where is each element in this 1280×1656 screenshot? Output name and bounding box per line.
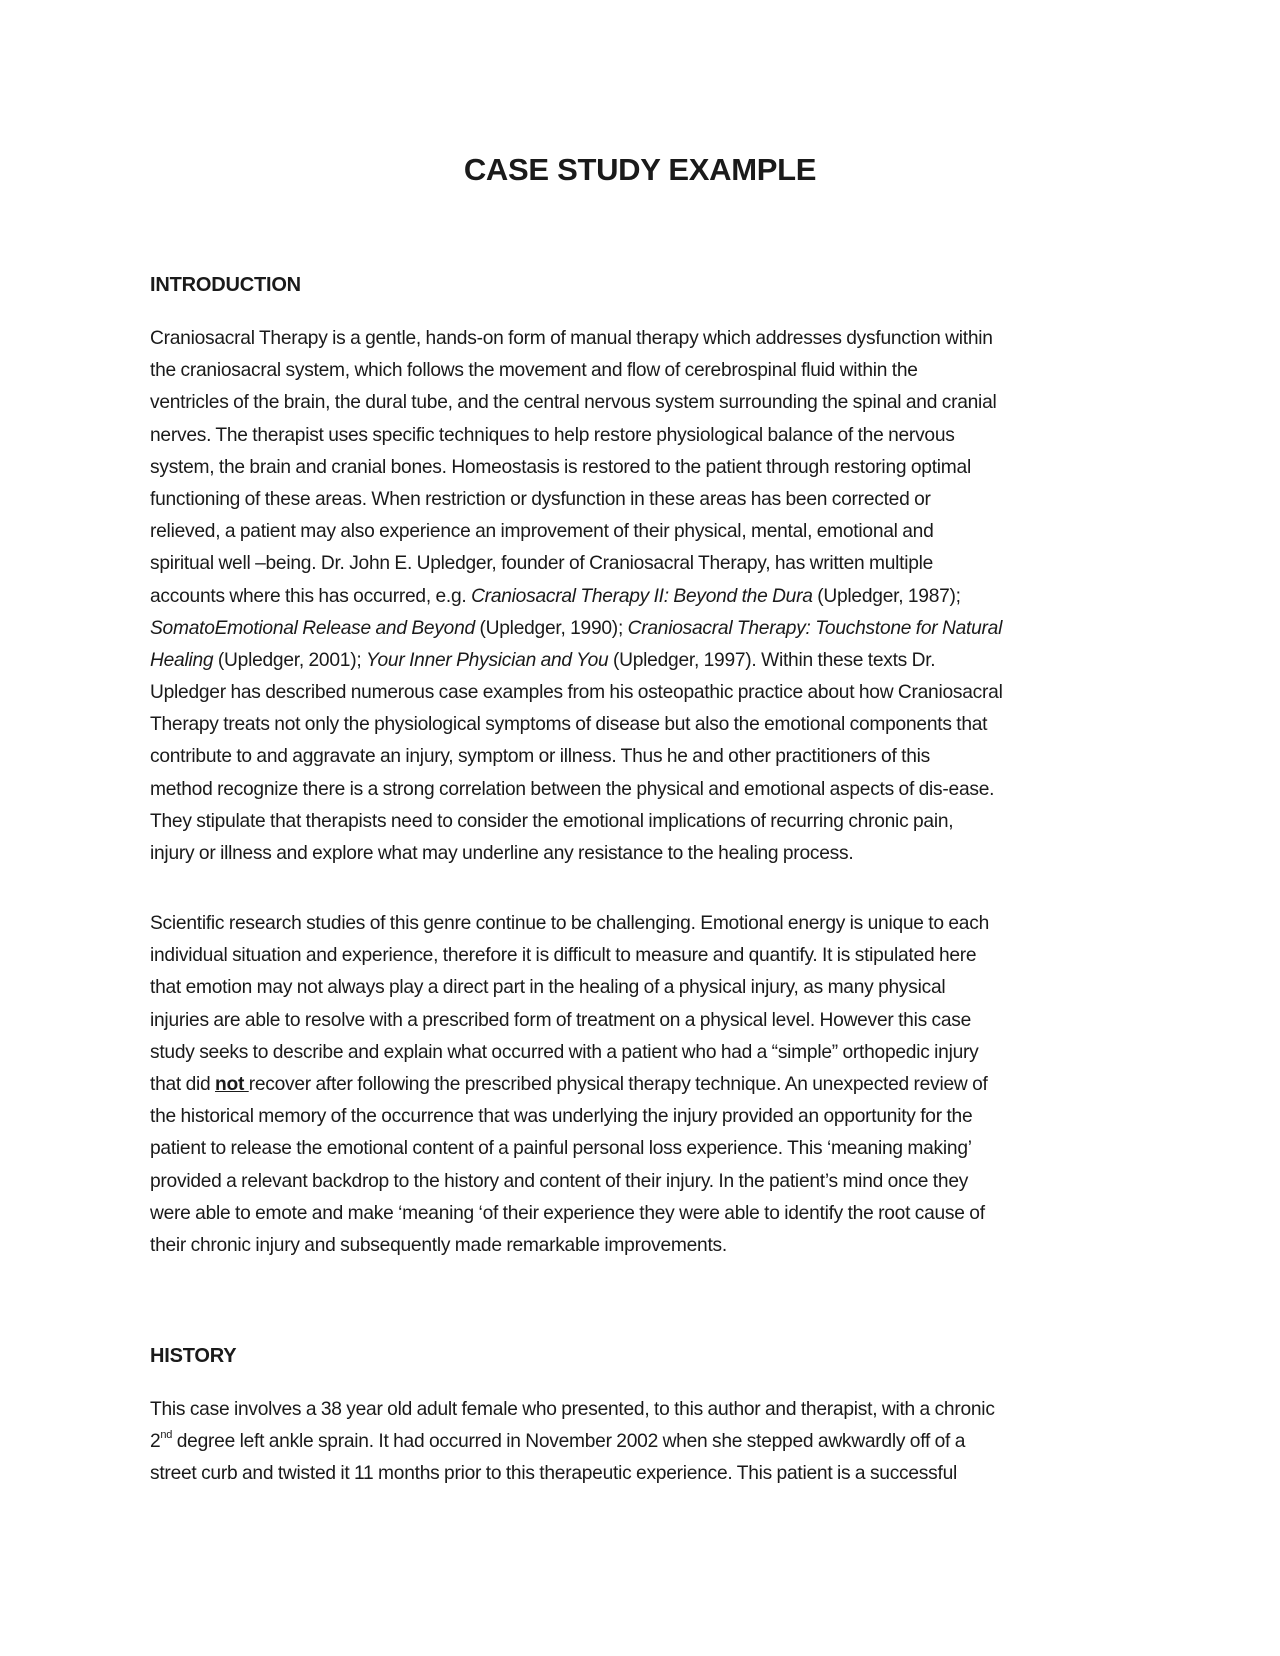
text-run: recover after following the prescribed physical therapy technique. An unexpected review of [248,1073,988,1095]
text-line: the craniosacral system, which follows the movement and flow of cerebrospinal fluid within the [150,360,918,382]
paragraph [150,1394,1130,1491]
text-line [150,1069,1130,1101]
text-line: injuries are able to resolve with a prescribed form of treatment on a physical level. However this case [150,1009,972,1031]
text-line [150,645,1130,677]
text-run: accounts where this has occurred, e.g. [150,585,472,607]
text-line: Therapy treats not only the physiological symptoms of disease but also the emotional components that [150,714,988,736]
book-title: Craniosacral Therapy: Touchstone for Natural [627,617,1003,639]
text-line: functioning of these areas. When restriction or dysfunction in these areas has been corrected or [150,488,931,510]
text-line: contribute to and aggravate an injury, symptom or illness. Thus he and other practitioners of this [150,746,930,768]
book-title: Healing [150,649,214,671]
text-line: They stipulate that therapists need to consider the emotional implications of recurring chronic pain, [150,810,954,832]
text-line: Upledger has described numerous case examples from his osteopathic practice about how Craniosacral [150,682,1003,704]
text-line: were able to emote and make ‘meaning ‘of their experience they were able to identify the root cause of [150,1202,985,1224]
text-line: study seeks to describe and explain what occurred with a patient who had a “simple” orthopedic injury [150,1041,979,1063]
introduction-section [150,271,1130,299]
text-line: ventricles of the brain, the dural tube, and the central nervous system surrounding the spinal and cranial [150,392,997,414]
text-line: Craniosacral Therapy is a gentle, hands-on form of manual therapy which addresses dysfunction within [150,328,993,349]
text-run: (Upledger, 1990); [474,617,628,639]
emphasized-word: not [215,1073,249,1095]
paragraph [150,323,1130,870]
text-line: patient to release the emotional content of a painful personal loss experience. This ‘meaning making’ [150,1138,972,1160]
text-line: This case involves a 38 year old adult female who presented, to this author and therapist, with a chronic [150,1399,995,1420]
book-title: Craniosacral Therapy II: Beyond the Dura [471,585,813,607]
history-paragraph-1 [150,1394,1130,1491]
text-line: their chronic injury and subsequently made remarkable improvements. [150,1234,727,1256]
text-run: (Upledger, 2001); [213,649,367,671]
text-run: (Upledger, 1997). Within these texts Dr. [608,649,936,671]
paragraph [150,908,1130,1262]
text-line: spiritual well –being. Dr. John E. Upledger, founder of Craniosacral Therapy, has written multiple [150,553,934,575]
history-heading: HISTORY [150,1345,237,1367]
text-line [150,1426,1130,1458]
text-line [150,613,1130,645]
text-line: the historical memory of the occurrence that was underlying the injury provided an opportunity for the [150,1106,973,1128]
text-line: individual situation and experience, therefore it is difficult to measure and quantify. It is stipulated here [150,945,977,967]
text-line: injury or illness and explore what may underline any resistance to the healing process. [150,843,854,864]
text-line: street curb and twisted it 11 months prior to this therapeutic experience. This patient is a successful [150,1463,958,1485]
introduction-heading: INTRODUCTION [150,274,301,296]
text-line: nerves. The therapist uses specific techniques to help restore physiological balance of the nervous [150,424,955,446]
text-line: relieved, a patient may also experience an improvement of their physical, mental, emotional and [150,521,934,543]
page-title: CASE STUDY EXAMPLE [463,152,817,187]
text-line: system, the brain and cranial bones. Homeostasis is restored to the patient through restoring optimal [150,456,971,478]
text-line: provided a relevant backdrop to the history and content of their injury. In the patient’s mind once they [150,1170,969,1192]
text-line: method recognize there is a strong correlation between the physical and emotional aspects of dis-ease. [150,778,995,800]
ordinal-suffix: nd [160,1428,173,1441]
text-run: (Upledger, 1987); [812,585,961,607]
text-line: that emotion may not always play a direct part in the healing of a physical injury, as many physical [150,977,946,999]
history-section [150,1342,1130,1370]
introduction-paragraph-2 [150,908,1130,1262]
text-run: 2 [150,1431,161,1453]
book-title: SomatoEmotional Release and Beyond [150,617,475,639]
book-title: Your Inner Physician and You [366,649,609,671]
text-run: degree left ankle sprain. It had occurred in November 2002 when she stepped awkwardly off of a [172,1431,966,1453]
text-line: Scientific research studies of this genre continue to be challenging. Emotional energy is unique to each [150,913,989,934]
text-run: that did [150,1073,216,1095]
text-line [150,581,1130,613]
introduction-paragraph-1 [150,323,1130,870]
